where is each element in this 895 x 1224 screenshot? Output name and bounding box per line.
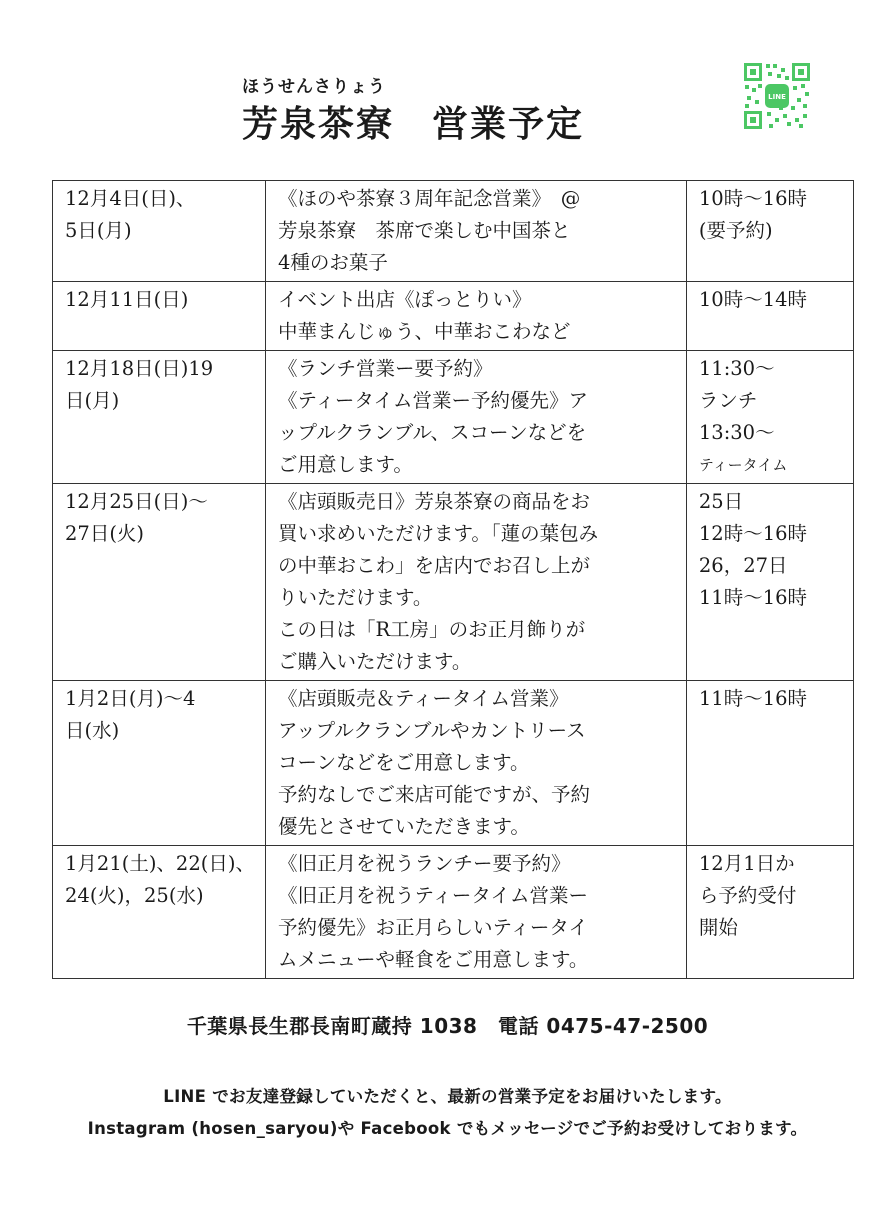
date-cell: [53, 681, 266, 846]
event-cell: [265, 351, 686, 484]
time-line: 12時～16時: [698, 522, 808, 545]
line-logo-text: LINE: [768, 93, 786, 101]
event-line: 芳泉茶寮 茶席で楽しむ中国茶と: [277, 219, 571, 242]
event-line: 優先とさせていただきます。: [277, 815, 530, 838]
line-notice: LINE でお友達登録していただくと、最新の営業予定をお届けいたします。: [163, 1087, 732, 1106]
date-line: 12月4日(日)、: [65, 187, 196, 210]
event-line: 《ティータイム営業ー予約優先》ア: [277, 389, 589, 412]
date-cell: [53, 484, 266, 681]
time-cell: [686, 181, 853, 282]
event-line: 予約なしでご来店可能ですが、予約: [277, 783, 590, 806]
sns-notice: Instagram (hosen_saryou)や Facebook でもメッセージでご予約お受けしております。: [87, 1119, 808, 1138]
event-cell: [265, 484, 686, 681]
event-line: ご購入いただけます。: [277, 650, 472, 673]
time-cell: [686, 351, 853, 484]
time-cell: [686, 484, 853, 681]
time-line: 10時～14時: [698, 288, 808, 311]
page-title: 芳泉茶寮 営業予定: [242, 104, 585, 145]
time-line: 13:30～: [698, 421, 775, 444]
date-line: 27日(火): [65, 522, 145, 545]
time-cell: [686, 681, 853, 846]
event-line: 《旧正月を祝うランチー要予約》: [277, 852, 571, 875]
time-line: 11時～16時: [698, 586, 808, 609]
event-cell: [265, 681, 686, 846]
event-line: ご用意します。: [277, 453, 413, 476]
time-line: 12月1日か: [698, 852, 795, 875]
date-line: 12月18日(日)19: [65, 357, 214, 380]
event-line: アップルクランブルやカントリース: [277, 719, 586, 742]
schedule-row: [53, 282, 854, 351]
date-cell: [53, 351, 266, 484]
date-line: 1月21(土)、22(日)、: [65, 852, 255, 875]
time-cell: [686, 282, 853, 351]
event-line: 《旧正月を祝うティータイム営業ー: [277, 884, 589, 907]
date-cell: [53, 846, 266, 979]
schedule-row: [53, 181, 854, 282]
schedule-row: [53, 484, 854, 681]
event-line: の中華おこわ」を店内でお召し上が: [277, 554, 590, 577]
time-line: 25日: [698, 490, 744, 513]
date-line: 日(月): [65, 389, 120, 412]
time-cell: [686, 846, 853, 979]
date-line: 12月11日(日): [65, 288, 189, 311]
line-qr-code-icon[interactable]: [743, 62, 811, 130]
date-line: 日(水): [65, 719, 120, 742]
event-line: この日は「R工房」のお正月飾りが: [277, 618, 586, 641]
event-line: 買い求めいただけます。「蓮の葉包み: [277, 522, 599, 545]
date-line: 5日(月): [65, 219, 132, 242]
date-line: 1月2日(月)～4: [65, 687, 196, 710]
event-line: 《ランチ営業ー要予約》: [277, 357, 493, 380]
time-line: ら予約受付: [698, 884, 797, 907]
time-line: (要予約): [698, 219, 773, 242]
date-cell: [53, 181, 266, 282]
schedule-table: [52, 180, 854, 979]
date-cell: [53, 282, 266, 351]
event-cell: [265, 282, 686, 351]
event-line: ムメニューや軽食をご用意します。: [277, 948, 589, 971]
event-line: 4種のお菓子: [277, 251, 388, 274]
time-line: 11時～16時: [698, 687, 808, 710]
title-ruby: ほうせんさりょう: [242, 77, 386, 97]
event-line: 予約優先》お正月らしいティータイ: [277, 916, 589, 939]
event-line: 《ほのや茶寮３周年記念営業》 @: [277, 187, 581, 210]
event-cell: [265, 181, 686, 282]
event-line: 《店頭販売＆ティータイム営業》: [277, 687, 569, 710]
event-line: イベント出店《ぽっとりい》: [277, 288, 532, 311]
address-phone: 千葉県長生郡長南町蔵持 1038 電話 0475-47-2500: [186, 1014, 709, 1038]
event-line: ップルクランブル、スコーンなどを: [277, 421, 587, 444]
time-line: 26，27日: [698, 554, 788, 577]
time-line: ランチ: [698, 389, 758, 412]
time-line: ティータイム: [698, 456, 788, 474]
event-line: りいただけます。: [277, 586, 433, 609]
page-header: [0, 0, 895, 175]
schedule-row: [53, 351, 854, 484]
event-cell: [265, 846, 686, 979]
event-line: 中華まんじゅう、中華おこわなど: [277, 320, 571, 343]
date-line: 24(火)，25(水): [65, 884, 204, 907]
time-line: 10時～16時: [698, 187, 808, 210]
date-line: 12月25日(日)～: [65, 490, 208, 513]
event-line: コーンなどをご用意します。: [277, 751, 530, 774]
time-line: 11:30～: [698, 357, 775, 380]
schedule-row: [53, 846, 854, 979]
schedule-row: [53, 681, 854, 846]
event-line: 《店頭販売日》芳泉茶寮の商品をお: [277, 490, 590, 513]
time-line: 開始: [698, 916, 738, 939]
